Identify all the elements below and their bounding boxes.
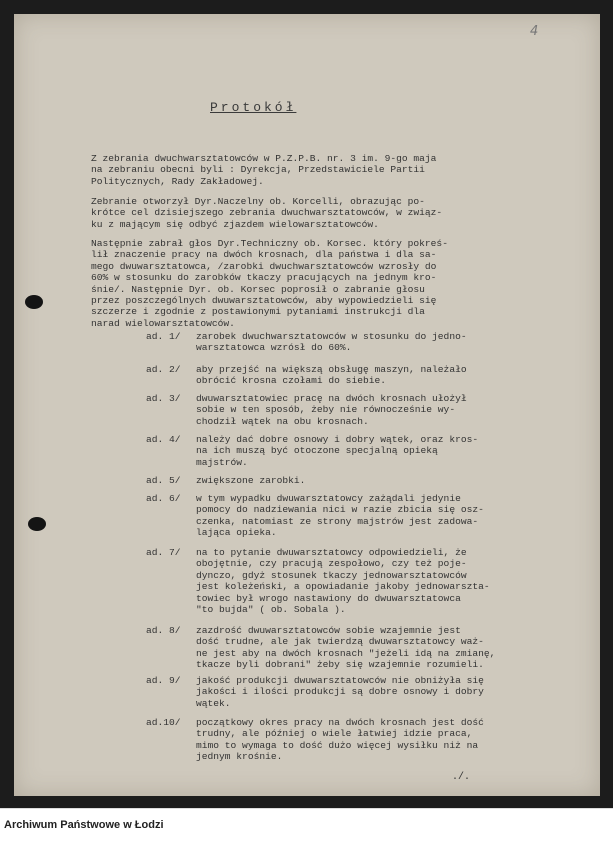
item-text: aby przejść na większą obsługę maszyn, należało obrócić krosna czołami do siebie. (196, 364, 467, 387)
item-text: dwuwarsztatowiec pracę na dwóch krosnach ułożył sobie w ten sposób, żeby nie równocześnie wy- chodził wątek na obu krosnach. (196, 393, 467, 427)
binding-hole-top (25, 295, 43, 309)
archive-name: Archiwum Państwowe w Łodzi (4, 819, 164, 831)
document-title: Protokół (210, 100, 297, 115)
item-text: początkowy okres pracy na dwóch krosnach jest dość trudny, ale później o wiele łatwiej idzie praca, mimo to wymaga to dość dużo więcej wysiłku niż na jednym krośnie. (196, 717, 484, 763)
item-label: ad. 7/ (146, 547, 181, 558)
item-label: ad.10/ (146, 717, 181, 728)
item-label: ad. 6/ (146, 493, 181, 504)
item-label: ad. 8/ (146, 625, 181, 636)
page-number: 4 (530, 24, 539, 39)
binding-hole-bottom (28, 517, 46, 531)
item-text: na to pytanie dwuwarsztatowcy odpowiedzieli, że obojętnie, czy pracują zespołowo, czy też poje- dynczo, gdyż stosunek tkaczy jednowarsztatowców jest koleżeński, a opowiadanie jakoby jednowarszta- towiec był wrogo nastawiony do dwuwarsztatowca "to bujda" ( ob. Sobala ). (196, 547, 490, 616)
item-text: w tym wypadku dwuwarsztatowcy zażądali jedynie pomocy do nadziewania nici w razie zbicia się osz- czenka, natomiast ze strony majstrów jest zadowa- lająca opieka. (196, 493, 484, 539)
item-text: zarobek dwuchwarsztatowców w stosunku do jedno- warsztatowca wzrósł do 60%. (196, 331, 467, 354)
item-label: ad. 1/ (146, 331, 181, 342)
item-text: jakość produkcji dwuwarsztatowców nie obniżyła się jakości i ilości produkcji są dobre osnowy i dobry wątek. (196, 675, 484, 709)
paragraph-attendance: Z zebrania dwuchwarsztatowców w P.Z.P.B. nr. 3 im. 9-go maja na zebraniu obecni byli : Dyrekcja, Przedstawiciele Partii Politycznych, Rady Zakładowej. (91, 153, 437, 187)
item-text: zazdrość dwuwarsztatowców sobie wzajemnie jest dość trudne, ale jak twierdzą dwuwarsztatowcy waż- ne jest aby na dwóch krosnach "jeżeli idą na zmianę, tkacze byli dobrani" żeby się wzajemnie rozumieli. (196, 625, 496, 671)
item-label: ad. 3/ (146, 393, 181, 404)
end-mark: ./. (452, 772, 471, 783)
item-label: ad. 4/ (146, 434, 181, 445)
archive-footer (0, 808, 613, 841)
paragraph-speech: Następnie zabrał głos Dyr.Techniczny ob. Korsec. który pokreś- lił znaczenie pracy na dwóch krosnach, dla państwa i dla sa- mego dwuwarsztatowca, /zarobki dwuchwarsztatowców wzrosły do 60% w stosunku do zarobków tkaczy pracujących na jednym kro- śnie/. Następnie Dyr. ob. Korsec poprosił o zabranie głosu przez poszczególnych dwuwarsztatowców, aby wypowiedzieli się szczerze i zgodnie z postawionymi pytaniami instrukcji dla narad wielowarsztatowców. (91, 238, 448, 329)
paragraph-opening: Zebranie otworzył Dyr.Naczelny ob. Korcelli, obrazując po- krótce cel dzisiejszego zebrania dwuchwarsztatowców, w związ- ku z mającym się odbyć zjazdem wielowarsztatowców. (91, 196, 443, 230)
item-text: zwiększone zarobki. (196, 475, 306, 486)
item-text: należy dać dobre osnowy i dobry wątek, oraz kros- na ich muszą być otoczone specjalną opieką majstrów. (196, 434, 479, 468)
item-label: ad. 5/ (146, 475, 181, 486)
item-label: ad. 9/ (146, 675, 181, 686)
item-label: ad. 2/ (146, 364, 181, 375)
